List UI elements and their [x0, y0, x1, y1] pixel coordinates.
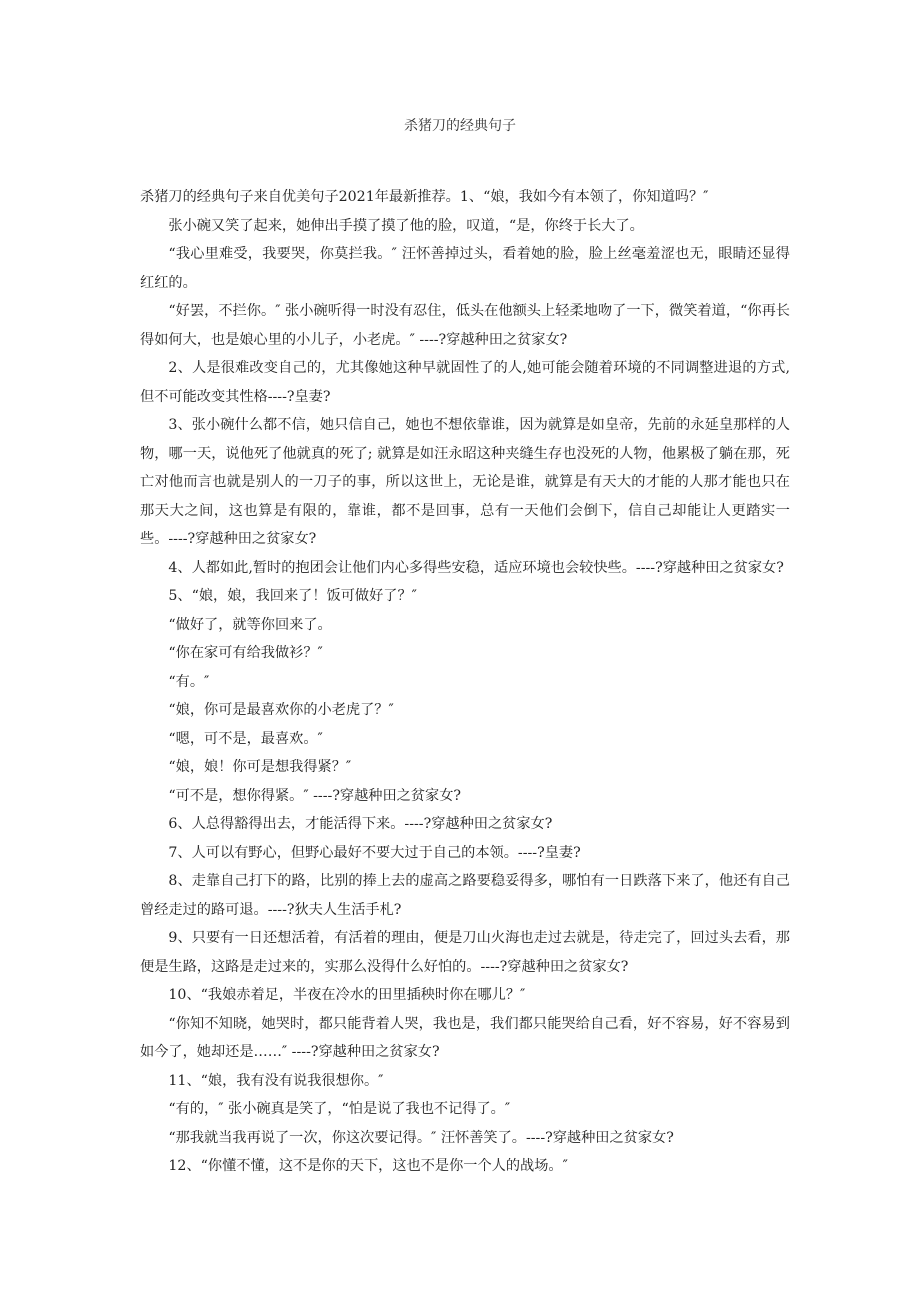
document-title: 杀猪刀的经典句子 — [404, 118, 516, 134]
paragraph: 4、人都如此,暂时的抱团会让他们内心多得些安稳，适应环境也会较快些。----?穿越种田之贫家女? — [168, 559, 784, 576]
paragraph: 10、“我娘赤着足，半夜在冷水的田里插秧时你在哪儿？″ — [168, 987, 526, 1003]
paragraph: 9、只要有一日还想活着，有活着的理由，便是刀山火海也走过去就是，待走完了，回过头去看，那便是生路，这路是走过来的，实那么没得什么好怕的。----?穿越种田之贫家女? — [140, 930, 790, 975]
paragraph: “可不是，想你得紧。″ ----?穿越种田之贫家女? — [168, 787, 462, 804]
paragraph: 6、人总得豁得出去，才能活得下来。----?穿越种田之贫家女? — [168, 816, 553, 832]
paragraph: “有的，″ 张小碗真是笑了，“怕是说了我也不记得了。″ — [168, 1101, 511, 1117]
document-body — [140, 183, 790, 1181]
paragraph: “做好了，就等你回来了。 — [168, 616, 332, 633]
paragraph: “娘，你可是最喜欢你的小老虎了？″ — [168, 702, 394, 718]
paragraph: 8、走靠自己打下的路，比别的捧上去的虚高之路要稳妥得多，哪怕有一日跌落下来了，他还有自己曾经走过的路可退。----?狄夫人生活手札? — [140, 873, 790, 918]
paragraph: 3、张小碗什么都不信，她只信自己，她也不想依靠谁，因为就算是如皇帝，先前的永延皇那样的人物，哪一天，说他死了他就真的死了; 就算是如汪永昭这种夹缝生存也没死的人物，他累极了躺在那，死亡对他而言也就是别人的一刀子的事，所以这世上，无论是谁，就算是有天大的才能的人那才能也只在那天大之间，这也算是有限的，靠谁，都不是回事，总有一天他们会倒下，信自己却能让人更踏实一些。----?穿越种田之贫家女? — [140, 417, 790, 547]
paragraph: “我心里难受，我要哭，你莫拦我。″ 汪怀善掉过头，看着她的脸，脸上丝毫羞涩也无，眼睛还显得红红的。 — [140, 246, 790, 291]
paragraph: 12、“你懂不懂，这不是你的天下，这也不是你一个人的战场。″ — [168, 1158, 568, 1174]
paragraph: “那我就当我再说了一次，你这次要记得。″ 汪怀善笑了。----?穿越种田之贫家女? — [168, 1129, 674, 1146]
paragraph: 7、人可以有野心，但野心最好不要大过于自己的本领。----?皇妻? — [168, 844, 581, 861]
paragraph: “你知不知晓，她哭时，都只能背着人哭，我也是，我们都只能哭给自己看，好不容易，好不容易到如今了，她却还是……″ ----?穿越种田之贫家女? — [140, 1015, 790, 1060]
paragraph: “娘，娘！你可是想我得紧？″ — [168, 759, 352, 775]
paragraph: 11、“娘，我有没有说我很想你。″ — [168, 1072, 384, 1089]
paragraph: “嗯，可不是，最喜欢。″ — [168, 730, 323, 747]
paragraph: 张小碗又笑了起来，她伸出手摸了摸了他的脸，叹道，“是，你终于长大了。 — [168, 217, 644, 234]
paragraph: “有。″ — [168, 673, 210, 690]
paragraph: 5、“娘，娘，我回来了！饭可做好了？″ — [168, 588, 417, 604]
paragraph: “好罢，不拦你。″ 张小碗听得一时没有忍住，低头在他额头上轻柔地吻了一下，微笑着道，“你再长得如何大，也是娘心里的小儿子，小老虎。″ ----?穿越种田之贫家女? — [140, 303, 790, 348]
paragraph: “你在家可有给我做衫？″ — [168, 645, 323, 661]
paragraph: 2、人是很难改变自己的，尤其像她这种早就固性了的人,她可能会随着环境的不同调整进退的方式,但不可能改变其性格----?皇妻? — [140, 360, 790, 405]
paragraph: 杀猪刀的经典句子来自优美句子2021年最新推荐。1、“娘，我如今有本领了，你知道吗？″ — [140, 189, 709, 205]
